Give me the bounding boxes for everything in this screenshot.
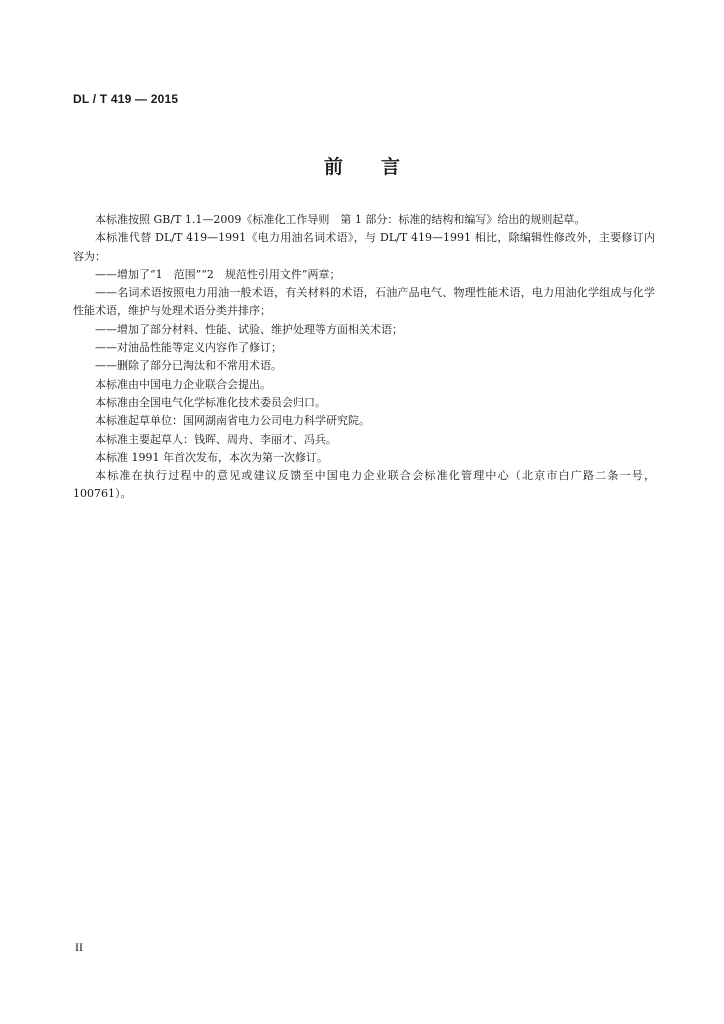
standard-code-header: DL / T 419 — 2015 [73, 92, 179, 106]
paragraph-feedback-contact: 本标准在执行过程中的意见或建议反馈至中国电力企业联合会标准化管理中心（北京市白广路二条一号，100761）。 [73, 469, 655, 501]
paragraph-proposed-by: 本标准由中国电力企业联合会提出。 [95, 377, 271, 391]
paragraph-publication-history: 本标准 1991 年首次发布，本次为第一次修订。 [95, 450, 328, 464]
list-item-added-chapters: ——增加了“1 范围”“2 规范性引用文件”两章； [95, 267, 341, 281]
page-title: 前言 [323, 156, 438, 178]
paragraph-drafters: 本标准主要起草人：钱晖、周舟、李丽才、冯兵。 [95, 432, 337, 446]
paragraph-administered-by: 本标准由全国电气化学标准化技术委员会归口。 [95, 395, 326, 409]
list-item-revised-definitions: ——对油品性能等定义内容作了修订； [95, 341, 282, 355]
preface-body [73, 211, 655, 504]
paragraph-drafting-rules: 本标准按照 GB/T 1.1—2009《标准化工作导则 第 1 部分：标准的结构和编写》给出的规则起草。 [95, 213, 586, 226]
list-item-added-terms: ——增加了部分材料、性能、试验、维护处理等方面相关术语； [95, 322, 403, 336]
list-item-deleted-terms: ——删除了部分已淘汰和不常用术语。 [95, 359, 282, 373]
page-number: II [75, 940, 83, 954]
list-item-term-classification: ——名词术语按照电力用油一般术语，有关材料的术语，石油产品电气、物理性能术语，电力用油化学组成与化学性能术语，维护与处理术语分类并排序； [73, 286, 655, 318]
paragraph-drafting-organization: 本标准起草单位：国网湖南省电力公司电力科学研究院。 [95, 414, 370, 428]
paragraph-replaces-standard: 本标准代替 DL/T 419—1991《电力用油名词术语》，与 DL/T 419—1991 相比，除编辑性修改外，主要修订内容为： [73, 231, 655, 263]
